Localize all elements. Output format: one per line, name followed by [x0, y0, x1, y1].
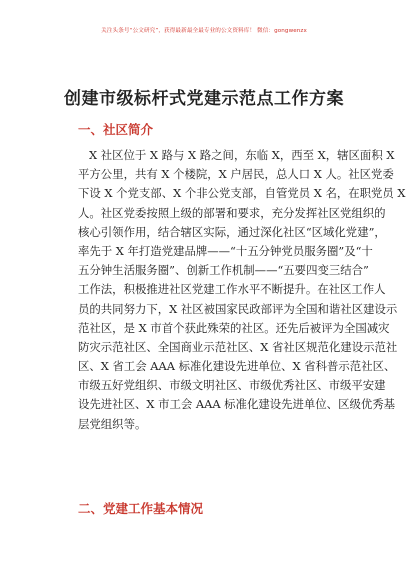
body-line: 率先于 X 年打造党建品牌——“十五分钟党员服务圈”及“十: [78, 243, 373, 258]
body-line: 区、X 省工会 AAA 标准化建设先进单位、X 省科普示范社区、: [78, 359, 396, 374]
body-line: 市级五好党组织、市级文明社区、市级优秀社区、市级平安建: [78, 378, 386, 393]
body-line: X 社区位于 X 路与 X 路之间，东临 X，西至 X，辖区面积 X: [89, 148, 395, 162]
promo-banner[interactable]: 关注头条号“公文研究”，获得最新最全最专业的公文资料库！ 微信：gongwenzx: [101, 28, 307, 34]
body-line: 防灾示范社区、全国商业示范社区、X 省社区规范化建设示范社: [78, 339, 398, 354]
body-line: 员的共同努力下，X 社区被国家民政部评为全国和谐社区建设示: [78, 301, 398, 316]
body-paragraph: [78, 146, 406, 434]
document-title: 创建市级标杆式党建示范点工作方案: [64, 89, 344, 109]
body-line: 五分钟生活服务圈”、创新工作机制——“五要四变三结合”: [78, 263, 369, 278]
body-line: 设先进社区、X 市工会 AAA 标准化建设先进单位、区级优秀基: [78, 397, 396, 412]
body-line: 平方公里，共有 X 个楼院，X 户居民，总人口 X 人。社区党委: [78, 167, 394, 182]
body-line: 范社区，是 X 市首个获此殊荣的社区。还先后被评为全国减灾: [78, 320, 390, 335]
body-line: 层党组织等。: [78, 416, 147, 431]
body-line: 人。社区党委按照上级的部署和要求，充分发挥社区党组织的: [78, 205, 386, 220]
body-line: 核心引领作用，结合辖区实际，通过深化社区“区域化党建”，: [78, 224, 386, 239]
section-heading-community-intro: 一、社区简介: [78, 122, 154, 137]
body-line: 下设 X 个党支部、X 个非公党支部，自管党员 X 名，在职党员 X: [78, 186, 406, 201]
section-heading-party-building: 二、党建工作基本情况: [78, 501, 204, 516]
body-line: 工作法，积极推进社区党建工作水平不断提升。在社区工作人: [78, 282, 386, 297]
